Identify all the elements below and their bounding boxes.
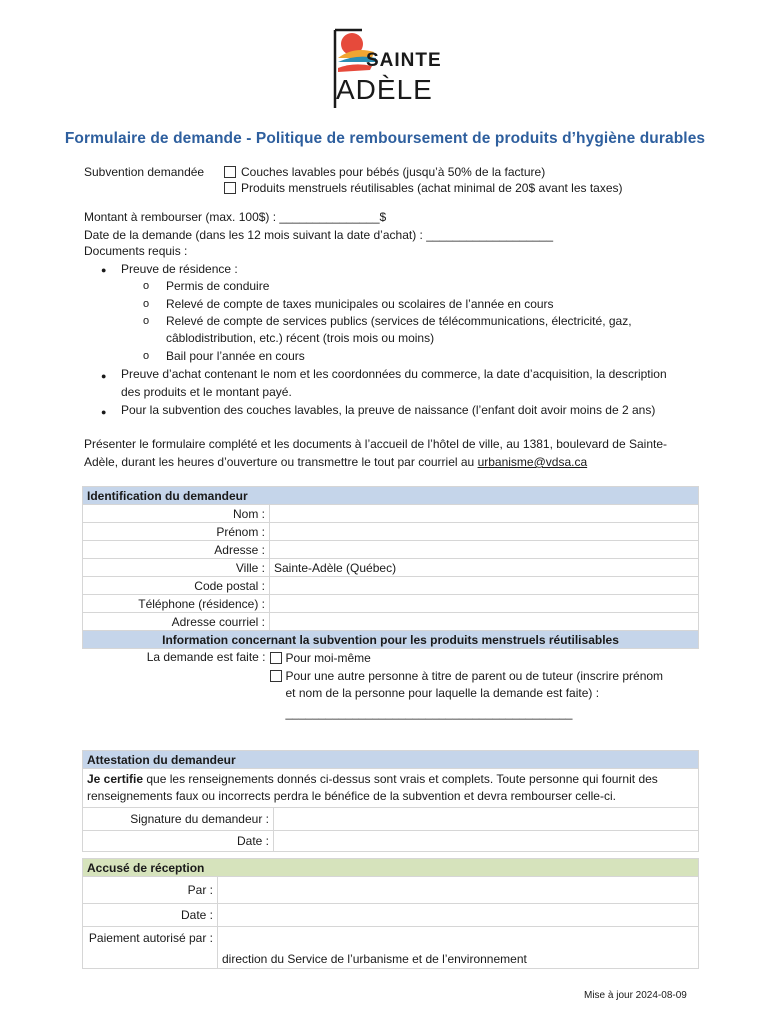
table-row xyxy=(83,649,699,738)
table-row xyxy=(83,523,699,541)
checkbox-autre-personne[interactable] xyxy=(270,670,282,682)
option-couches-label: Couches lavables pour bébés (jusqu’à 50% de la facture) xyxy=(241,165,546,179)
demande-options xyxy=(270,649,699,738)
option-produits-label: Produits menstruels réutilisables (achat minimal de 20$ avant les taxes) xyxy=(241,181,623,195)
accuse-header: Accusé de réception xyxy=(83,859,699,877)
residence-item: Relevé de compte de services publics (services de télécommunications, électricité, gaz, xyxy=(166,314,632,328)
sub-bullet-icon: o xyxy=(143,298,150,310)
presenter-line1: Présenter le formulaire complété et les documents à l’accueil de l’hôtel de ville, au 1381, boulevard de Sainte- xyxy=(84,437,667,451)
prenom-input[interactable] xyxy=(270,523,699,541)
ville-input[interactable]: Sainte-Adèle (Québec) xyxy=(270,559,699,577)
accuse-date-input[interactable] xyxy=(218,904,699,927)
autre-personne-nom-input[interactable]: ___________________________________________ xyxy=(285,706,573,720)
field-label: Téléphone (résidence) : xyxy=(83,595,270,613)
table-row xyxy=(83,808,699,831)
demande-faite-label: La demande est faite : xyxy=(146,650,266,664)
logo-text-sainte: SAINTE xyxy=(366,50,442,71)
identification-header: Identification du demandeur xyxy=(83,487,699,505)
field-label: Adresse : xyxy=(83,541,270,559)
preuve-achat-line2: des produits et le montant payé. xyxy=(121,385,292,399)
email-link[interactable]: urbanisme@vdsa.ca xyxy=(477,455,588,469)
field-label: Code postal : xyxy=(83,577,270,595)
option-autre-line1: Pour une autre personne à titre de parent ou de tuteur (inscrire prénom xyxy=(285,669,664,683)
checkbox-moi-meme[interactable] xyxy=(270,652,282,664)
field-label: Prénom : xyxy=(83,523,270,541)
accuse-table xyxy=(82,858,699,969)
identification-table xyxy=(82,486,699,737)
subvention-label: Subvention demandée xyxy=(84,165,205,179)
checkbox-couches[interactable] xyxy=(224,166,236,178)
sub-bullet-icon: o xyxy=(143,350,150,362)
logo-text-adele: ADÈLE xyxy=(336,74,433,105)
par-input[interactable] xyxy=(218,877,699,904)
par-label: Par : xyxy=(83,877,218,904)
nom-input[interactable] xyxy=(270,505,699,523)
attestation-header: Attestation du demandeur xyxy=(83,751,699,769)
adresse-input[interactable] xyxy=(270,541,699,559)
accuse-date-label: Date : xyxy=(83,904,218,927)
presenter-text: Adèle, durant les heures d’ouverture ou transmettre le tout par courriel au xyxy=(84,455,475,469)
paiement-label: Paiement autorisé par : xyxy=(83,927,218,969)
field-label: Ville : xyxy=(83,559,270,577)
attestation-line1: que les renseignements donnés ci-dessus sont vrais et complets. Toute personne qui fournit des xyxy=(143,772,658,786)
signature-label: Signature du demandeur : xyxy=(83,808,274,831)
info-subvention-header: Information concernant la subvention pour les produits menstruels réutilisables xyxy=(83,631,699,649)
sub-bullet-icon: o xyxy=(143,315,150,327)
bullet-icon: ● xyxy=(101,371,107,381)
bullet-icon: ● xyxy=(101,265,107,275)
field-label: Nom : xyxy=(83,505,270,523)
update-date: Mise à jour 2024-08-09 xyxy=(584,990,687,1001)
date-demande-line: Date de la demande (dans les 12 mois suivant la date d’achat) : ___________________ xyxy=(84,228,554,242)
table-row xyxy=(83,877,699,904)
attestation-table xyxy=(82,750,699,852)
direction-text: direction du Service de l’urbanisme et de l’environnement xyxy=(222,952,527,966)
attestation-date-label: Date : xyxy=(83,831,274,852)
code-postal-input[interactable] xyxy=(270,577,699,595)
residence-item: Relevé de compte de taxes municipales ou scolaires de l’année en cours xyxy=(166,297,554,311)
table-row xyxy=(83,559,699,577)
table-row xyxy=(83,613,699,631)
paiement-input[interactable] xyxy=(218,927,699,969)
attestation-line2: renseignements faux ou incorrects perdra le bénéfice de la subvention et devra rembourser celle-ci. xyxy=(87,789,616,803)
residence-item-continued: câblodistribution, etc.) récent (trois mois ou moins) xyxy=(166,331,435,345)
attestation-date-input[interactable] xyxy=(274,831,699,852)
preuve-naissance: Pour la subvention des couches lavables, la preuve de naissance (l’enfant doit avoir moins de 2 ans) xyxy=(121,403,656,417)
table-row xyxy=(83,505,699,523)
logo xyxy=(332,28,446,112)
signature-input[interactable] xyxy=(274,808,699,831)
bullet-icon: ● xyxy=(101,407,107,417)
option-autre-line2: et nom de la personne pour laquelle la demande est faite) : xyxy=(285,686,600,700)
table-row xyxy=(83,831,699,852)
residence-item: Bail pour l’année en cours xyxy=(166,349,305,363)
residence-label: Preuve de résidence : xyxy=(121,262,238,276)
table-row xyxy=(83,541,699,559)
page-title: Formulaire de demande - Politique de remboursement de produits d’hygiène durables xyxy=(64,130,706,147)
courriel-input[interactable] xyxy=(270,613,699,631)
table-row xyxy=(83,577,699,595)
documents-label: Documents requis : xyxy=(84,244,188,258)
table-row xyxy=(83,904,699,927)
telephone-input[interactable] xyxy=(270,595,699,613)
table-row xyxy=(83,927,699,969)
presenter-line2 xyxy=(84,454,587,470)
preuve-achat-line1: Preuve d’achat contenant le nom et les coordonnées du commerce, la date d’acquisition, la description xyxy=(121,367,667,381)
sub-bullet-icon: o xyxy=(143,280,150,292)
table-row xyxy=(83,595,699,613)
checkbox-produits-menstruels[interactable] xyxy=(224,182,236,194)
field-label: Adresse courriel : xyxy=(83,613,270,631)
residence-item: Permis de conduire xyxy=(166,279,270,293)
montant-line: Montant à rembourser (max. 100$) : _______________$ xyxy=(84,210,387,224)
option-moi-meme-label: Pour moi-même xyxy=(285,651,371,665)
attestation-text xyxy=(83,769,699,808)
attestation-lead: Je certifie xyxy=(87,772,144,786)
